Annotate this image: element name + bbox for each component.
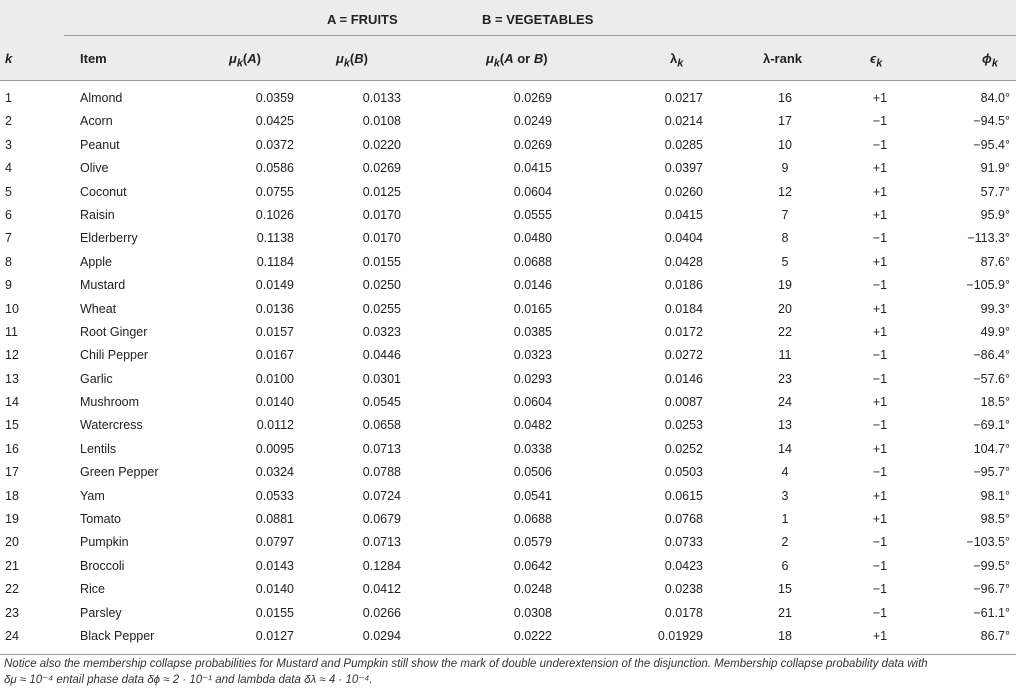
cell-lambda-rank: 18 (778, 628, 792, 643)
cell-item: Elderberry (80, 231, 138, 246)
cell-mu-b: 0.0255 (362, 301, 401, 316)
cell-lambda: 0.0252 (664, 441, 703, 456)
table-row (0, 157, 1016, 180)
cell-phi: 57.7° (980, 184, 1010, 199)
cell-lambda-rank: 1 (781, 512, 789, 527)
table-row (0, 555, 1016, 578)
cell-mu-a: 0.0881 (255, 512, 294, 527)
cell-item: Chili Pepper (80, 348, 149, 363)
cell-phi: 84.0° (980, 91, 1010, 105)
cell-phi: −99.5° (973, 558, 1010, 573)
cell-mu-a: 0.0533 (255, 488, 294, 503)
cell-mu-a-or-b: 0.0269 (513, 91, 552, 105)
cell-phi: −61.1° (973, 605, 1010, 620)
cell-item: Acorn (80, 114, 113, 129)
cell-lambda: 0.0272 (664, 348, 703, 363)
cell-lambda: 0.0428 (664, 254, 703, 269)
cell-lambda: 0.0733 (664, 535, 703, 550)
cell-mu-a-or-b: 0.0604 (513, 184, 552, 199)
cell-item: Olive (80, 161, 109, 176)
cell-item: Peanut (80, 137, 120, 152)
header-k: k (5, 51, 13, 66)
table-row (0, 110, 1016, 133)
header-epsilon: $\epsilon_k$ (870, 51, 883, 70)
cell-phi: 104.7° (973, 441, 1010, 456)
table-body (0, 87, 1016, 648)
cell-mu-a-or-b: 0.0604 (513, 395, 552, 410)
cell-epsilon: −1 (872, 137, 888, 152)
cell-mu-a-or-b: 0.0541 (513, 488, 552, 503)
cell-lambda-rank: 21 (778, 605, 792, 620)
cell-mu-a-or-b: 0.0555 (513, 207, 552, 222)
table-row (0, 578, 1016, 601)
cell-epsilon: −1 (872, 348, 888, 363)
cell-lambda: 0.0178 (664, 605, 703, 620)
cell-item: Black Pepper (80, 628, 155, 643)
cell-mu-a: 0.0143 (255, 558, 294, 573)
cell-item: Lentils (80, 441, 117, 456)
cell-epsilon: +1 (872, 488, 888, 503)
cell-lambda: 0.0217 (664, 91, 703, 105)
cell-lambda: 0.0172 (664, 324, 703, 339)
cell-mu-b: 0.0125 (362, 184, 401, 199)
cell-k: 8 (5, 254, 12, 269)
header-lambda: $\lambda_k$ (670, 51, 684, 70)
cell-mu-b: 0.0679 (362, 512, 401, 527)
cell-mu-a: 0.0755 (255, 184, 294, 199)
cell-k: 11 (5, 324, 18, 339)
cell-item: Rice (80, 582, 106, 597)
cell-lambda-rank: 22 (778, 324, 792, 339)
cell-lambda: 0.0253 (664, 418, 703, 433)
table-row (0, 181, 1016, 204)
cell-item: Parsley (80, 605, 122, 620)
cell-mu-a: 0.0112 (256, 418, 294, 433)
cell-epsilon: +1 (872, 628, 888, 643)
cell-k: 5 (5, 184, 12, 199)
table-row (0, 87, 1016, 110)
cell-phi: 98.1° (980, 488, 1010, 503)
cell-phi: 98.5° (980, 512, 1010, 527)
cell-mu-b: 0.0108 (362, 114, 401, 129)
cell-phi: −69.1° (973, 418, 1010, 433)
cell-phi: −57.6° (973, 371, 1010, 386)
cell-mu-a: 0.1026 (255, 207, 294, 222)
cell-phi: −95.7° (973, 465, 1010, 480)
cell-epsilon: +1 (872, 91, 888, 105)
cell-k: 22 (5, 582, 19, 597)
cell-epsilon: +1 (872, 301, 888, 316)
cell-epsilon: +1 (872, 324, 888, 339)
cell-k: 13 (5, 371, 19, 386)
cell-mu-a-or-b: 0.0642 (513, 558, 552, 573)
cell-k: 12 (5, 348, 19, 363)
cell-mu-a-or-b: 0.0165 (513, 301, 552, 316)
cell-mu-a-or-b: 0.0385 (513, 324, 552, 339)
cell-mu-a-or-b: 0.0293 (513, 371, 552, 386)
cell-k: 10 (5, 301, 19, 316)
cell-k: 21 (5, 558, 19, 573)
cell-lambda-rank: 9 (781, 161, 789, 176)
cell-mu-a-or-b: 0.0579 (513, 535, 552, 550)
cell-mu-a: 0.0586 (255, 161, 294, 176)
table-row (0, 227, 1016, 250)
cell-k: 17 (5, 465, 19, 480)
cell-mu-a-or-b: 0.0308 (513, 605, 552, 620)
cell-lambda-rank: 10 (778, 137, 792, 152)
cell-mu-a: 0.0127 (255, 628, 294, 643)
cell-k: 24 (5, 628, 19, 643)
cell-mu-b: 0.0170 (362, 207, 401, 222)
cell-lambda: 0.0285 (664, 137, 703, 152)
cell-k: 15 (5, 418, 19, 433)
title-row (0, 10, 1016, 30)
cell-mu-a: 0.0095 (255, 441, 294, 456)
cell-epsilon: −1 (872, 558, 888, 573)
cell-k: 16 (5, 441, 19, 456)
cell-lambda: 0.0423 (664, 558, 703, 573)
cell-mu-a-or-b: 0.0482 (513, 418, 552, 433)
cell-mu-b: 0.0412 (362, 582, 401, 597)
cell-phi: −105.9° (966, 278, 1010, 293)
cell-phi: 91.9° (980, 161, 1010, 176)
cell-mu-b: 0.0269 (362, 161, 401, 176)
cell-k: 19 (5, 512, 19, 527)
cell-lambda-rank: 20 (778, 301, 792, 316)
cell-mu-b: 0.0713 (362, 535, 401, 550)
cell-epsilon: +1 (872, 441, 888, 456)
cell-mu-a-or-b: 0.0338 (513, 441, 552, 456)
cell-lambda: 0.0214 (664, 114, 703, 129)
cell-lambda-rank: 24 (778, 395, 792, 410)
cell-mu-a-or-b: 0.0688 (513, 512, 552, 527)
header-lambda-rank: λ-rank (763, 51, 803, 66)
cell-lambda: 0.0260 (664, 184, 703, 199)
cell-lambda: 0.0146 (664, 371, 703, 386)
cell-epsilon: −1 (872, 114, 888, 129)
header-phi: $\phi_k$ (982, 51, 998, 70)
cell-mu-b: 0.0266 (362, 605, 401, 620)
cell-k: 7 (5, 231, 12, 246)
table-row (0, 461, 1016, 484)
cell-k: 9 (5, 278, 12, 293)
cell-mu-a: 0.0140 (255, 582, 294, 597)
cell-mu-a-or-b: 0.0480 (513, 231, 552, 246)
cell-phi: 86.7° (980, 628, 1010, 643)
cell-epsilon: −1 (872, 418, 888, 433)
cell-lambda: 0.01929 (657, 628, 703, 643)
cell-item: Yam (80, 488, 105, 503)
cell-item: Broccoli (80, 558, 125, 573)
cell-mu-b: 0.0294 (362, 628, 401, 643)
cell-lambda-rank: 16 (778, 91, 792, 105)
cell-lambda-rank: 13 (778, 418, 792, 433)
table-row (0, 414, 1016, 437)
cell-mu-a-or-b: 0.0248 (513, 582, 552, 597)
table-row (0, 531, 1016, 554)
cell-mu-b: 0.0724 (362, 488, 401, 503)
cell-item: Garlic (80, 371, 113, 386)
cell-mu-b: 0.0713 (362, 441, 401, 456)
cell-mu-b: 0.0446 (362, 348, 401, 363)
cell-phi: 95.9° (980, 207, 1010, 222)
cell-mu-a-or-b: 0.0146 (513, 278, 552, 293)
cell-mu-a: 0.0372 (255, 137, 294, 152)
cell-item: Green Pepper (80, 465, 159, 480)
table-row (0, 251, 1016, 274)
table-row (0, 438, 1016, 461)
cell-lambda-rank: 8 (781, 231, 789, 246)
cell-lambda-rank: 15 (778, 582, 792, 597)
cell-epsilon: −1 (872, 465, 888, 480)
cell-phi: 18.5° (980, 395, 1010, 410)
cell-mu-a: 0.1184 (256, 254, 294, 269)
cell-item: Root Ginger (80, 324, 148, 339)
cell-epsilon: +1 (872, 395, 888, 410)
cell-phi: −96.7° (973, 582, 1010, 597)
cell-mu-b: 0.0170 (362, 231, 401, 246)
cell-lambda-rank: 23 (778, 371, 792, 386)
cell-k: 2 (5, 114, 12, 129)
cell-lambda: 0.0503 (664, 465, 703, 480)
cell-mu-a: 0.0167 (255, 348, 294, 363)
cell-phi: −86.4° (973, 348, 1010, 363)
title-b-label: B = VEGETABLES (482, 12, 594, 27)
table-row (0, 204, 1016, 227)
column-header-row (0, 48, 1016, 70)
cell-mu-b: 0.0250 (362, 278, 401, 293)
cell-epsilon: −1 (872, 605, 888, 620)
footnote-line-1: Notice also the membership collapse probabilities for Mustard and Pumpkin still show the mark of double underextension of the disjunction. Membership collapse probability data with (4, 658, 928, 670)
cell-lambda: 0.0397 (664, 161, 703, 176)
cell-k: 6 (5, 207, 12, 222)
cell-lambda-rank: 4 (781, 465, 789, 480)
title-divider (64, 35, 1016, 36)
cell-mu-a: 0.0797 (255, 535, 294, 550)
table-row (0, 298, 1016, 321)
header-divider (0, 80, 1016, 81)
title-a-label: A = FRUITS (327, 12, 398, 27)
cell-mu-a: 0.0155 (255, 605, 294, 620)
cell-item: Mustard (80, 278, 126, 293)
table-row (0, 391, 1016, 414)
cell-phi: −94.5° (973, 114, 1010, 129)
cell-mu-b: 0.1284 (362, 558, 401, 573)
cell-lambda: 0.0615 (664, 488, 703, 503)
cell-phi: −113.3° (967, 231, 1010, 246)
cell-epsilon: −1 (872, 535, 888, 550)
cell-epsilon: +1 (872, 254, 888, 269)
cell-item: Watercress (80, 418, 143, 433)
header-mu-b: $\mu_k(B)$ (336, 51, 368, 70)
cell-mu-b: 0.0788 (362, 465, 401, 480)
cell-lambda-rank: 2 (781, 535, 789, 550)
cell-mu-a: 0.0359 (255, 91, 294, 105)
cell-lambda: 0.0404 (664, 231, 703, 246)
table-row (0, 625, 1016, 648)
cell-epsilon: +1 (872, 207, 888, 222)
cell-phi: 99.3° (980, 301, 1010, 316)
cell-lambda-rank: 11 (778, 348, 792, 363)
table-row (0, 485, 1016, 508)
header-item: Item (80, 51, 107, 66)
cell-mu-b: 0.0301 (362, 371, 401, 386)
cell-lambda-rank: 3 (781, 488, 789, 503)
cell-k: 3 (5, 137, 12, 152)
footnote (4, 656, 1012, 688)
cell-phi: 87.6° (980, 254, 1010, 269)
cell-mu-a: 0.0157 (255, 324, 294, 339)
table-row (0, 602, 1016, 625)
cell-mu-a: 0.0140 (255, 395, 294, 410)
cell-lambda-rank: 12 (778, 184, 792, 199)
footer-divider (0, 654, 1016, 655)
cell-lambda: 0.0087 (664, 395, 703, 410)
table-row (0, 321, 1016, 344)
cell-lambda-rank: 17 (778, 114, 792, 129)
cell-lambda: 0.0768 (664, 512, 703, 527)
cell-item: Almond (80, 91, 123, 105)
cell-epsilon: +1 (872, 161, 888, 176)
cell-mu-b: 0.0658 (362, 418, 401, 433)
footnote-line-2: δμ ≈ 10⁻⁴ entail phase data δϕ ≈ 2 · 10⁻¹ and lambda data δλ ≈ 4 · 10⁻⁴. (4, 674, 373, 686)
cell-epsilon: −1 (872, 278, 888, 293)
cell-k: 23 (5, 605, 19, 620)
cell-item: Pumpkin (80, 535, 129, 550)
cell-mu-b: 0.0133 (362, 91, 401, 105)
table-row (0, 134, 1016, 157)
cell-mu-a-or-b: 0.0249 (513, 114, 552, 129)
cell-lambda-rank: 14 (778, 441, 792, 456)
cell-k: 14 (5, 395, 19, 410)
cell-mu-a-or-b: 0.0323 (513, 348, 552, 363)
cell-mu-a-or-b: 0.0688 (513, 254, 552, 269)
cell-k: 1 (5, 91, 12, 105)
cell-epsilon: −1 (872, 231, 888, 246)
cell-lambda: 0.0415 (664, 207, 703, 222)
cell-mu-b: 0.0220 (362, 137, 401, 152)
cell-item: Mushroom (80, 395, 140, 410)
cell-epsilon: −1 (872, 371, 888, 386)
cell-k: 20 (5, 535, 19, 550)
cell-lambda-rank: 7 (781, 207, 789, 222)
cell-phi: 49.9° (980, 324, 1010, 339)
cell-mu-a: 0.0149 (255, 278, 294, 293)
cell-lambda-rank: 6 (781, 558, 789, 573)
cell-item: Raisin (80, 207, 115, 222)
cell-mu-b: 0.0155 (362, 254, 401, 269)
cell-item: Coconut (80, 184, 127, 199)
cell-mu-a: 0.0136 (255, 301, 294, 316)
table-row (0, 368, 1016, 391)
cell-mu-a: 0.0324 (255, 465, 294, 480)
cell-k: 4 (5, 161, 12, 176)
cell-item: Wheat (80, 301, 117, 316)
cell-mu-a: 0.0100 (255, 371, 294, 386)
cell-phi: −95.4° (973, 137, 1010, 152)
cell-lambda-rank: 19 (778, 278, 792, 293)
cell-epsilon: +1 (872, 512, 888, 527)
header-mu-a: $\mu_k(A)$ (229, 51, 261, 70)
cell-mu-a-or-b: 0.0269 (513, 137, 552, 152)
cell-mu-a: 0.0425 (255, 114, 294, 129)
cell-item: Apple (80, 254, 112, 269)
cell-mu-a: 0.1138 (256, 231, 294, 246)
cell-k: 18 (5, 488, 19, 503)
cell-mu-a-or-b: 0.0415 (513, 161, 552, 176)
table-row (0, 508, 1016, 531)
cell-mu-b: 0.0545 (362, 395, 401, 410)
cell-epsilon: −1 (872, 582, 888, 597)
cell-lambda-rank: 5 (781, 254, 789, 269)
cell-mu-b: 0.0323 (362, 324, 401, 339)
cell-phi: −103.5° (966, 535, 1010, 550)
table-row (0, 274, 1016, 297)
cell-lambda: 0.0238 (664, 582, 703, 597)
cell-lambda: 0.0184 (664, 301, 703, 316)
cell-mu-a-or-b: 0.0222 (513, 628, 552, 643)
cell-mu-a-or-b: 0.0506 (513, 465, 552, 480)
header-mu-a-or-b: $\mu_k(A$ or B) (486, 51, 548, 70)
cell-lambda: 0.0186 (664, 278, 703, 293)
cell-item: Tomato (80, 512, 121, 527)
table-row (0, 344, 1016, 367)
cell-epsilon: +1 (872, 184, 888, 199)
